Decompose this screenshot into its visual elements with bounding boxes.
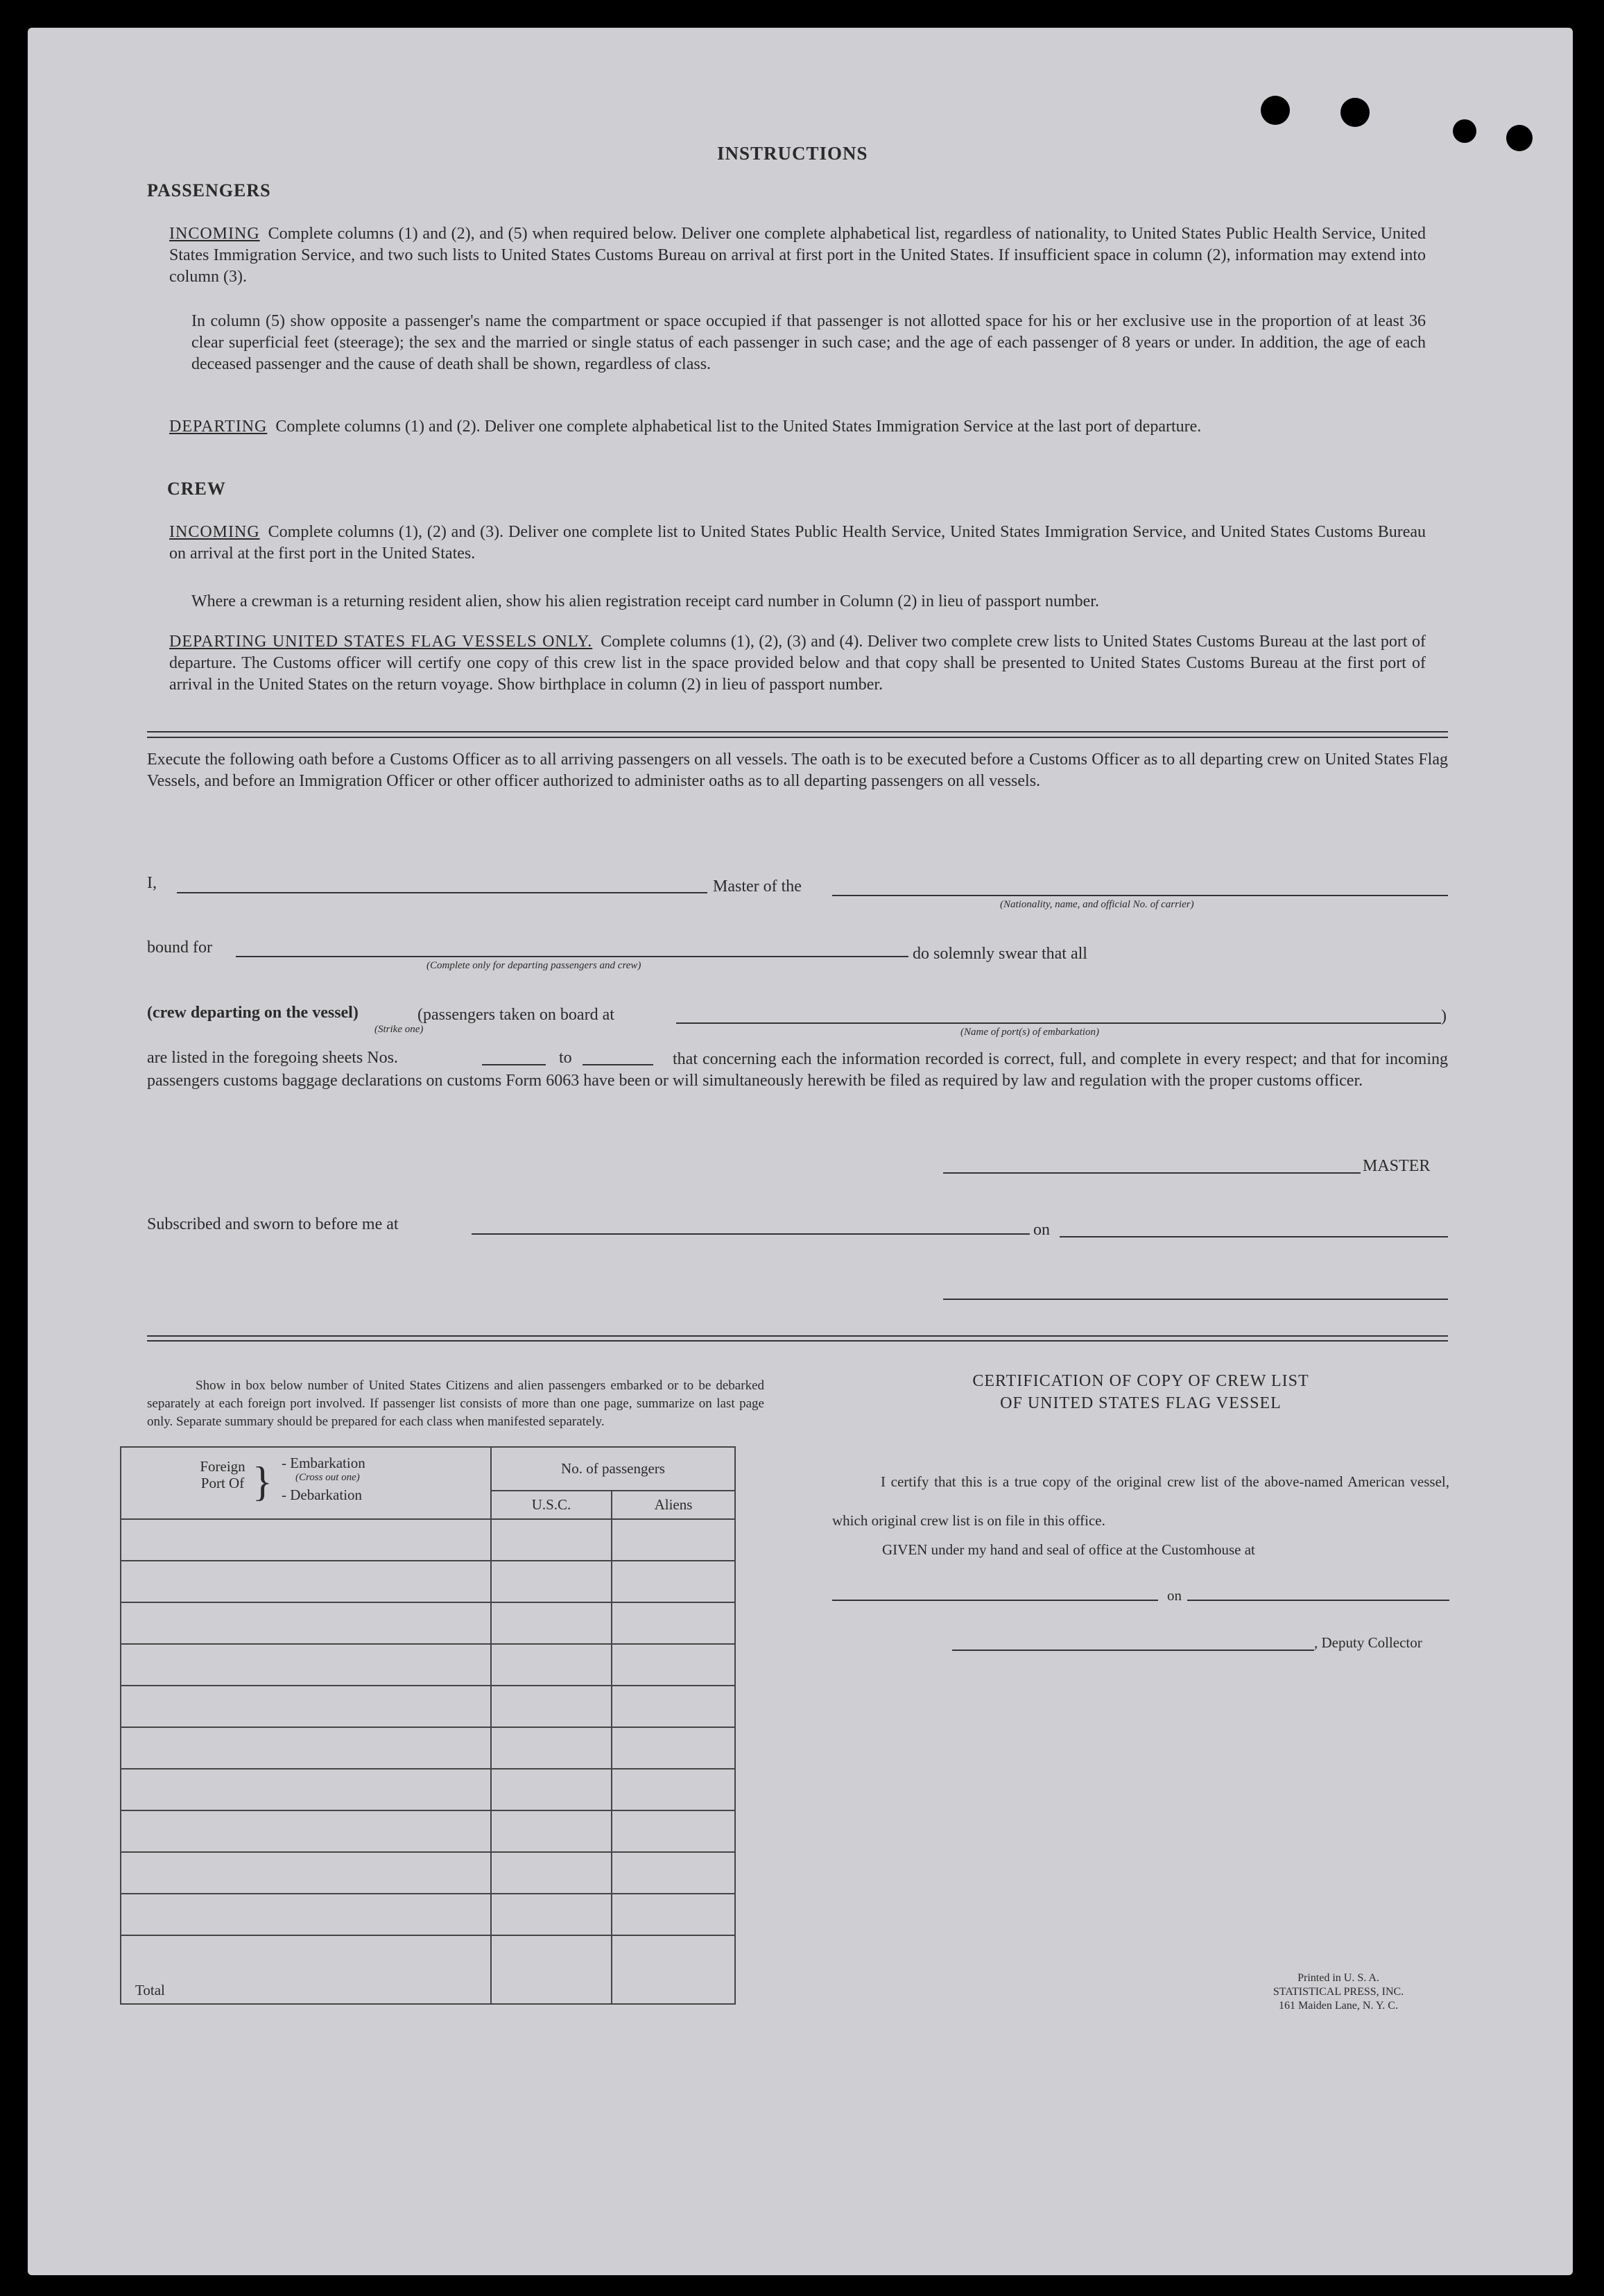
cross-out-hint: (Cross out one) [295, 1472, 360, 1483]
crew-departing-text: Complete columns (1), (2), (3) and (4). Deliver two complete crew lists to United States Customs Bureau at the last port of departure. The Customs officer will certify one copy of this crew list in the space provided below and that copy shall be presented to United States Customs Bureau at the first port of arrival in the United States on the return voyage. Show birthplace in column (2) in lieu of passport number. [169, 633, 1426, 694]
usc-cell[interactable] [491, 1519, 612, 1561]
certify-text: I certify that this is a true copy of the original crew list of the above-named American vessel, which original crew list is on file in this office. [832, 1473, 1449, 1529]
aliens-total-cell[interactable] [612, 1935, 735, 2004]
certification-on-label: on [1167, 1587, 1182, 1604]
embarkation-port-field[interactable] [676, 1022, 1441, 1024]
aliens-cell[interactable] [612, 1727, 735, 1769]
subscribed-label: Subscribed and sworn to before me at [147, 1215, 399, 1233]
customhouse-field[interactable] [832, 1600, 1158, 1601]
certification-title-2: OF UNITED STATES FLAG VESSEL [1000, 1394, 1282, 1412]
passengers-heading: PASSENGERS [147, 180, 271, 200]
deputy-collector-label: , Deputy Collector [1314, 1634, 1422, 1651]
given-text: GIVEN under my hand and seal of office at the Customhouse at [882, 1541, 1255, 1558]
passengers-departing-label: DEPARTING [169, 418, 268, 436]
officer-signature-field[interactable] [943, 1299, 1448, 1300]
master-label: MASTER [1363, 1157, 1431, 1175]
port-cell[interactable] [121, 1644, 491, 1686]
aliens-cell[interactable] [612, 1769, 735, 1810]
oath-i-label: I, [147, 874, 157, 892]
aliens-cell[interactable] [612, 1686, 735, 1727]
passengers-incoming-paragraph [169, 223, 1426, 288]
port-cell[interactable] [121, 1519, 491, 1561]
usc-cell[interactable] [491, 1602, 612, 1644]
deputy-signature-field[interactable] [952, 1650, 1314, 1651]
port-cell[interactable] [121, 1769, 491, 1810]
aliens-cell[interactable] [612, 1894, 735, 1935]
usc-cell[interactable] [491, 1686, 612, 1727]
bound-for-label: bound for [147, 939, 212, 957]
master-name-field[interactable] [177, 892, 707, 893]
certification-date-field[interactable] [1187, 1600, 1449, 1601]
passengers-taken-option: (passengers taken on board at [417, 1006, 614, 1024]
punch-hole-2 [1340, 98, 1370, 127]
usc-cell[interactable] [491, 1561, 612, 1602]
certification-title-1: CERTIFICATION OF COPY OF CREW LIST [972, 1372, 1309, 1390]
aliens-header: Aliens [612, 1491, 735, 1519]
crew-heading: CREW [167, 479, 226, 499]
bound-hint: (Complete only for departing passengers and crew) [426, 960, 641, 971]
crew-incoming-text: Complete columns (1), (2) and (3). Deliver one complete list to United States Public Health Service, United States Immigration Service, and United States Customs Bureau on arrival at the first port in the United States. [169, 523, 1426, 563]
carrier-field[interactable] [832, 895, 1448, 896]
sworn-date-field[interactable] [1060, 1236, 1448, 1237]
crew-departing-option: (crew departing on the vessel) [147, 1004, 359, 1022]
printer-line-3: 161 Maiden Lane, N. Y. C. [1279, 2000, 1398, 2012]
aliens-cell[interactable] [612, 1519, 735, 1561]
crew-incoming-label: INCOMING [169, 523, 260, 541]
printer-imprint [1234, 1971, 1442, 2013]
port-header-cell [121, 1447, 491, 1519]
divider-top-2 [147, 737, 1448, 738]
port-cell[interactable] [121, 1852, 491, 1894]
brace-icon: } [252, 1459, 273, 1505]
crew-resident-paragraph: Where a crewman is a returning resident alien, show his alien registration receipt card number in Column (2) in lieu of passport number. [191, 592, 1099, 610]
to-label: to [559, 1049, 572, 1067]
usc-cell[interactable] [491, 1727, 612, 1769]
embarkation-label: - Embarkation [282, 1455, 365, 1471]
punch-hole-4 [1506, 125, 1533, 151]
port-cell[interactable] [121, 1894, 491, 1935]
bound-for-field[interactable] [236, 956, 908, 957]
sheets-label: are listed in the foregoing sheets Nos. [147, 1049, 398, 1067]
usc-cell[interactable] [491, 1769, 612, 1810]
instructions-title: INSTRUCTIONS [717, 143, 868, 164]
usc-cell[interactable] [491, 1810, 612, 1852]
debarkation-label: - Debarkation [282, 1487, 363, 1503]
total-label: Total [121, 1935, 491, 2004]
crew-departing-paragraph [169, 631, 1426, 696]
port-cell[interactable] [121, 1561, 491, 1602]
close-paren: ) [1441, 1007, 1447, 1025]
crew-incoming-paragraph [169, 522, 1426, 565]
aliens-cell[interactable] [612, 1810, 735, 1852]
passengers-departing-text: Complete columns (1) and (2). Deliver one complete alphabetical list to the United States Immigration Service at the last port of departure. [275, 418, 1202, 436]
passenger-summary-table [120, 1446, 736, 2005]
sworn-place-field[interactable] [472, 1233, 1030, 1235]
port-cell[interactable] [121, 1686, 491, 1727]
passengers-departing-paragraph [169, 416, 1426, 438]
usc-cell[interactable] [491, 1852, 612, 1894]
passengers-incoming-text: Complete columns (1) and (2), and (5) when required below. Deliver one complete alphabetical list, regardless of nationality, to United States Public Health Service, United States Immigration Service, and two such lists to United States Customs Bureau on arrival at first port in the United States. If insufficient space in column (2), information may extend into column (3). [169, 225, 1426, 286]
divider-bottom-2 [147, 1340, 1448, 1342]
carrier-hint: (Nationality, name, and official No. of carrier) [1000, 899, 1194, 910]
strike-hint: (Strike one) [374, 1024, 424, 1035]
oath-body: that concerning each the information recorded is correct, full, and complete in every respect; and that for incoming passengers customs baggage declarations on customs Form 6063 have been or will simultaneously herewith be filed as required by law and regulation with the proper customs officer. [147, 1050, 1448, 1090]
summary-instructions: Show in box below number of United States Citizens and alien passengers embarked or to be debarked separately at each foreign port involved. If passenger list consists of more than one page, summarize on last page only. Separate summary should be prepared for each class when manifested separately. [147, 1378, 764, 1429]
usc-total-cell[interactable] [491, 1935, 612, 2004]
printer-line-2: STATISTICAL PRESS, INC. [1273, 1986, 1404, 1998]
usc-header: U.S.C. [491, 1491, 612, 1519]
swear-label: do solemnly swear that all [913, 945, 1087, 963]
oath-intro: Execute the following oath before a Customs Officer as to all arriving passengers on all vessels. The oath is to be executed before a Customs Officer as to all departing crew on United States Flag Vessels, and before an Immigration Officer or other officer authorized to administer oaths as to all departing passengers on all vessels. [147, 751, 1448, 790]
passengers-column5-paragraph: In column (5) show opposite a passenger's name the compartment or space occupied if that passenger is not allotted space for his or her exclusive use in the proportion of at least 36 clear superficial feet (steerage); the sex and the married or single status of each passenger in such case; and the age of each passenger of 8 years or under. In addition, the age of each deceased passenger and the cause of death shall be shown, regardless of class. [191, 312, 1426, 373]
punch-hole-1 [1261, 96, 1290, 125]
no-of-passengers-header: No. of passengers [491, 1447, 735, 1491]
usc-cell[interactable] [491, 1894, 612, 1935]
crew-departing-label: DEPARTING UNITED STATES FLAG VESSELS ONLY. [169, 633, 593, 651]
aliens-cell[interactable] [612, 1644, 735, 1686]
port-cell[interactable] [121, 1810, 491, 1852]
port-cell[interactable] [121, 1727, 491, 1769]
aliens-cell[interactable] [612, 1852, 735, 1894]
port-cell[interactable] [121, 1602, 491, 1644]
port-hint: (Name of port(s) of embarkation) [960, 1027, 1099, 1038]
usc-cell[interactable] [491, 1644, 612, 1686]
foreign-port-of-label: Foreign Port Of [200, 1458, 245, 1491]
master-signature-field[interactable] [943, 1172, 1361, 1174]
oath-on-label: on [1033, 1221, 1050, 1239]
aliens-cell[interactable] [612, 1561, 735, 1602]
divider-bottom [147, 1335, 1448, 1337]
passengers-incoming-label: INCOMING [169, 225, 260, 243]
printer-line-1: Printed in U. S. A. [1297, 1972, 1379, 1984]
aliens-cell[interactable] [612, 1602, 735, 1644]
master-of-label: Master of the [713, 877, 802, 896]
punch-hole-3 [1453, 119, 1476, 143]
divider-top [147, 731, 1448, 733]
